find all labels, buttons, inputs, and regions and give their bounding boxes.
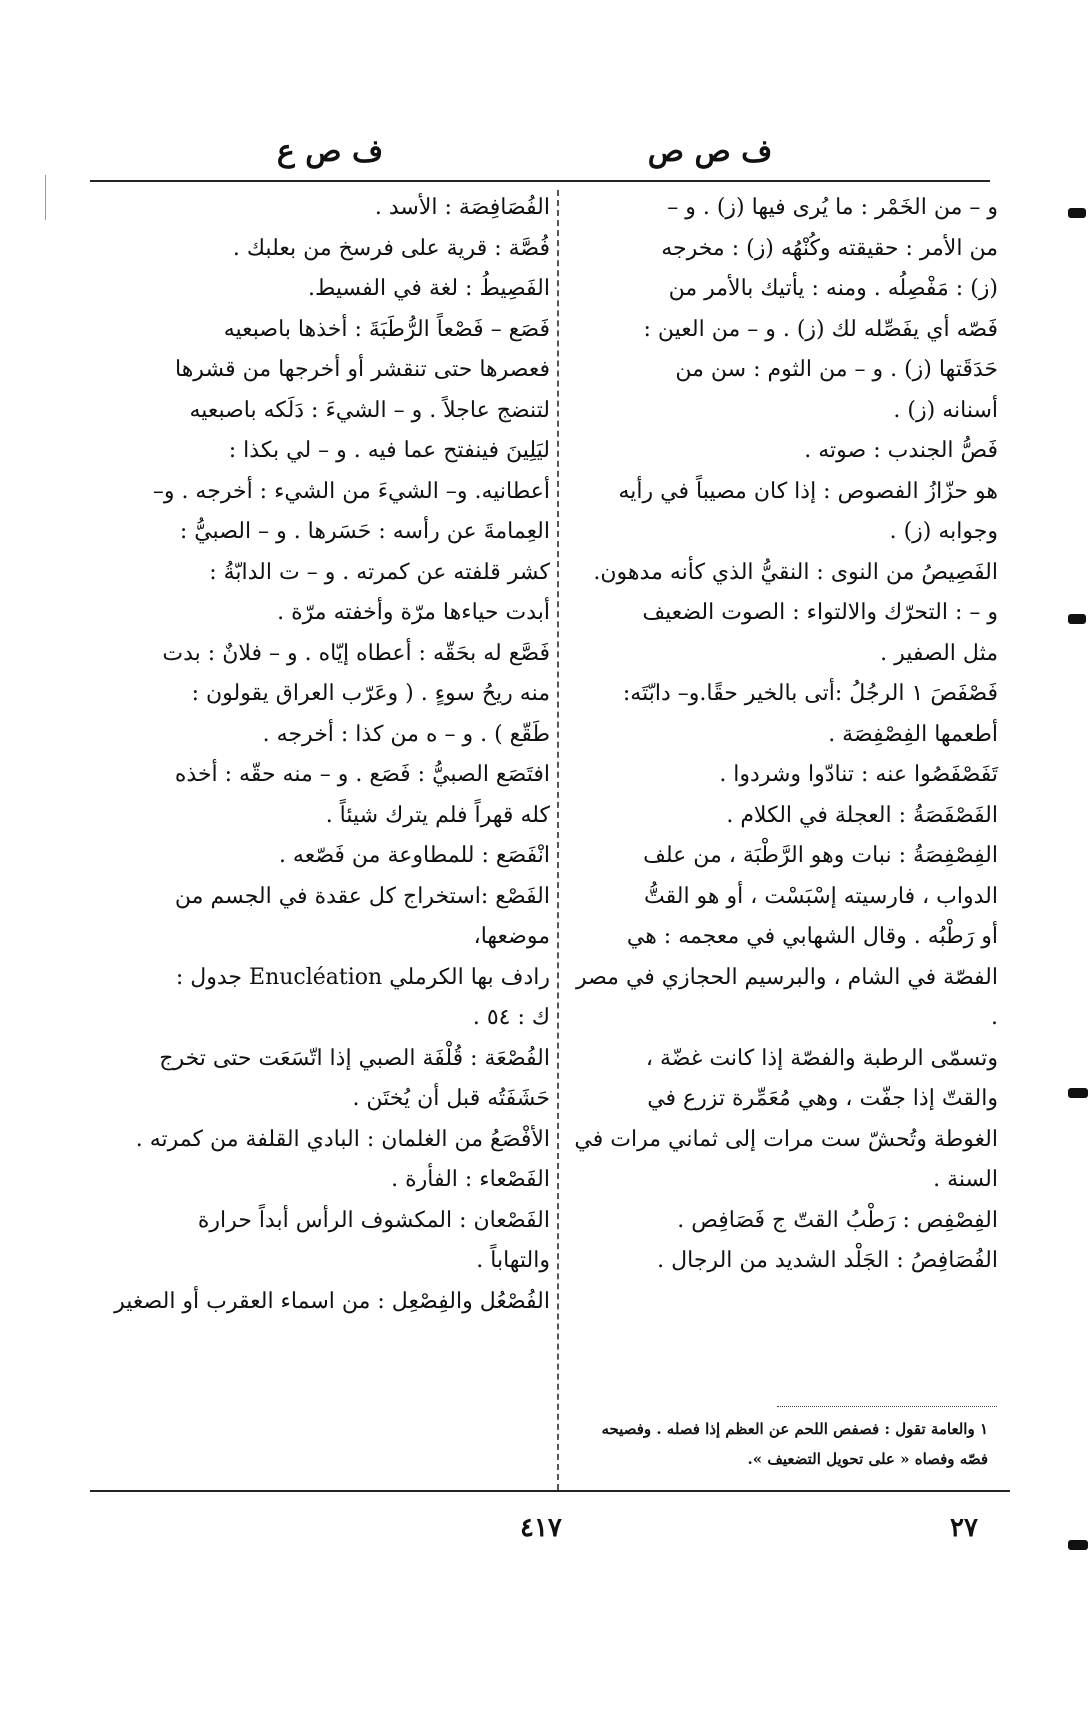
right-line: فَصّه أي يفَصِّله لك (ز) . و – من العين : [643, 316, 998, 342]
left-line: كشر قلفته عن كمرته . و – ت الدابّةُ : [209, 559, 550, 585]
margin-ink-mark [1068, 208, 1086, 218]
margin-ink-mark [1068, 614, 1086, 624]
right-line: وتسمّى الرطبة والفصّة إذا كانت غضّة ، [645, 1045, 998, 1071]
right-line: الفِصْفِصَةُ : نبات وهو الرَّطْبَة ، من علف [643, 843, 998, 868]
right-line: الفَصْفَصَةُ : العجلة في الكلام . [726, 802, 998, 828]
left-line: فُصَّة : قرية على فرسخ من بعلبك . [232, 235, 550, 261]
left-line: الفُصَافِصَة : الأسد . [374, 195, 550, 220]
left-line: فَصَّع له بحَقّه : أعطاه إيّاه . و – فلانٌ : بدت [162, 640, 550, 666]
footnote-rule [777, 1406, 997, 1407]
right-line: و – : التحرّك والالتواء : الصوت الضعيف [642, 600, 998, 625]
page-number-right: ٢٧ [950, 1513, 978, 1543]
left-line: والتهاباً . [476, 1248, 550, 1273]
left-line: ليَلِينَ فينفتح عما فيه . و – لي بكذا : [228, 438, 550, 463]
right-column [568, 188, 998, 1282]
margin-ink-mark [1068, 1540, 1088, 1550]
right-line: الفُصَافِصُ : الجَلْد الشديد من الرجال . [657, 1248, 998, 1273]
right-line: الفَصِيصُ من النوى : النقيُّ الذي كأنه مدهون. [593, 559, 998, 585]
left-line: انْفَصَع : للمطاوعة من فَصّعه . [278, 843, 550, 868]
left-line: افتَصَع الصبيُّ : فَصَع . و – منه حقّه : أخذه [174, 762, 550, 787]
right-line: و – من الخَمْر : ما يُرى فيها (ز) . و – [667, 195, 998, 220]
right-line: أو رَطْبُه . وقال الشهابي في معجمه : هي [626, 924, 998, 949]
footnote [568, 1414, 988, 1474]
left-line: الفُصْعُل والفِصْعِل : من اسماء العقرب أو الصغير [114, 1288, 550, 1314]
left-line: أبدت حياءها مرّة وأخفته مرّة . [277, 600, 550, 625]
left-line: منه ريحُ سوءٍ . ( وعَرّب العراق يقولون : [191, 681, 550, 706]
right-line: أسنانه (ز) . [893, 397, 998, 423]
right-line: الغوطة وتُحشّ ست مرات إلى ثماني مرات في [574, 1126, 998, 1152]
footnote-line: ١ والعامة تقول : فصفص اللحم عن العظم إذا فصله . وفصيحه [601, 1420, 988, 1438]
left-column [95, 188, 550, 1322]
left-line: الأفْصَعُ من الغلمان : البادي القلفة من كمرته . [135, 1126, 550, 1152]
left-line: فعصرها حتى تنقشر أو أخرجها من قشرها [175, 357, 550, 382]
header-rule [90, 180, 990, 182]
right-line: أطعمها الفِصْفِصَة . [828, 721, 998, 747]
footnote-line: فصّه وفصاه « على تحويل التضعيف ». [747, 1450, 988, 1468]
left-line: الفَصْعاء : الفأرة . [391, 1167, 550, 1192]
right-line: الفِصْفِص : رَطْبُ القتّ ج فَصَافِص . [677, 1207, 998, 1233]
left-line: العِمامةَ عن رأسه : حَسَرها . و – الصبيُّ : [179, 519, 550, 544]
left-line: الفَصْعان : المكشوف الرأس أبداً حرارة [197, 1207, 550, 1233]
left-line: الفَصِيطُ : لغة في الفسيط. [308, 276, 550, 301]
left-line: الفُصْعَة : قُلْفَة الصبي إذا اتّسَعَت حتى تخرج [159, 1045, 550, 1071]
margin-ink-mark [1068, 1088, 1088, 1098]
right-line: الفصّة في الشام ، والبرسيم الحجازي في مصر . [575, 964, 998, 1030]
footer-rule [90, 1490, 1010, 1492]
right-line: السنة . [933, 1167, 998, 1192]
left-line: طَقّع ) . و – ه من كذا : أخرجه . [262, 721, 550, 747]
left-line: لتنضج عاجلاً . و – الشيءَ : دَلَكه باصبعيه [189, 397, 550, 423]
left-line: أعطانيه. و– الشيءَ من الشيء : أخرجه . و– [152, 478, 550, 504]
right-line: هو حزّازُ الفصوص : إذا كان مصيباً في رأيه [618, 478, 998, 504]
right-line: فَصْفَصَ ١ الرجُلُ :أتى بالخير حقًا.و– دابّتَه: [622, 681, 998, 706]
right-column-header: ف ص ص [647, 134, 773, 169]
left-line: حَشَفَتُه قبل أن يُختَن . [352, 1086, 550, 1111]
column-divider [557, 190, 560, 1490]
left-column-header: ف ص ع [276, 134, 384, 169]
right-line: حَدَقَتها (ز) . و – من الثوم : سن من [675, 357, 998, 382]
right-line: (ز) : مَفْصِلُه . ومنه : يأتيك بالأمر من [668, 276, 998, 301]
left-line: ك : ٥٤ . [472, 1005, 550, 1030]
right-line: الدواب ، فارسيته إسْبَسْت ، أو هو القتُّ [644, 883, 998, 909]
right-line: والقتّ إذا جفّت ، وهي مُعَمِّرة تزرع في [647, 1086, 998, 1111]
scan-artifact [45, 175, 46, 220]
right-line: تَفَصْفَصُوا عنه : تنادّوا وشردوا . [719, 762, 998, 787]
right-line: من الأمر : حقيقته وكُنْهُه (ز) : مخرجه [661, 235, 998, 261]
page-number-left: ٤١٧ [520, 1513, 562, 1543]
left-line: فَصَع – فَصْعاً الرُّطَبَةَ : أخذها باصبعيه [223, 316, 550, 342]
right-line: فَصُّ الجندب : صوته . [804, 438, 998, 463]
left-line: رادف بها الكرملي Enucléation جدول : [175, 964, 550, 990]
left-line: الفَصْع :استخراج كل عقدة في الجسم من موضعها، [174, 883, 550, 949]
left-line: كله قهراً فلم يترك شيئاً . [325, 802, 550, 828]
right-line: مثل الصفير . [880, 640, 998, 666]
right-line: وجوابه (ز) . [889, 519, 998, 544]
